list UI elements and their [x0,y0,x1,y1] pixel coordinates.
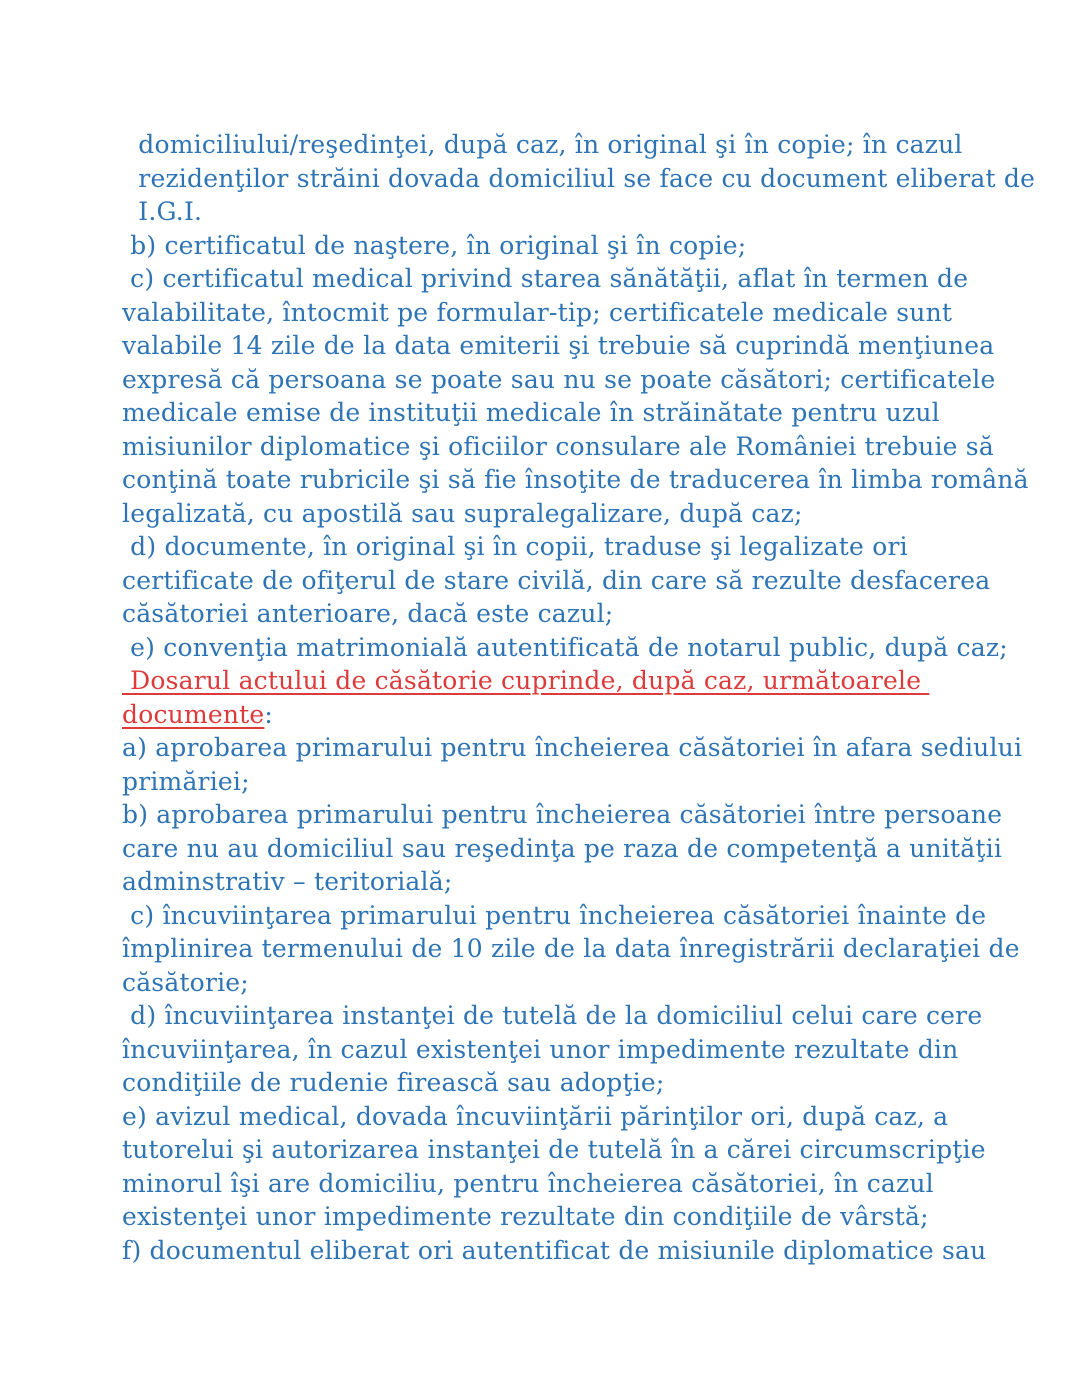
text-segment: adminstrativ – teritorială; [122,867,453,896]
text-line [122,698,1042,732]
heading-red-underlined: Dosarul actului de căsătorie cuprinde, după caz, următoarele [122,666,930,695]
text-line [122,195,1042,229]
text-line [122,463,1042,497]
text-segment: care nu au domiciliul sau reşedinţa pe raza de competenţă a unităţii [122,833,1003,863]
text-segment: e) convenţia matrimonială autentificată de notarul public, după caz; [122,632,1008,662]
text-segment: d) încuviinţarea instanţei de tutelă de la domiciliul celui care cere [122,1001,983,1030]
text-line [122,1133,1042,1167]
text-line [122,497,1042,531]
text-segment: legalizată, cu apostilă sau supralegalizare, după caz; [122,498,803,528]
text-segment: I.G.I. [122,197,203,226]
text-line [122,932,1042,966]
text-segment: f) documentul eliberat ori autentificat de misiunile diplomatice sau [122,1235,987,1265]
text-segment: medicale emise de instituţii medicale în străinătate pentru uzul [122,398,940,427]
document-text [122,128,1042,1267]
text-line [122,731,1042,765]
text-line [122,162,1042,196]
text-segment: b) certificatul de naştere, în original şi în copie; [122,230,747,260]
text-line [122,296,1042,330]
text-line [122,765,1042,799]
text-line [122,229,1042,263]
text-line [122,1200,1042,1234]
text-segment: condiţiile de rudenie firească sau adopţie; [122,1068,665,1097]
text-line [122,865,1042,899]
text-line [122,564,1042,598]
text-segment: împlinirea termenului de 10 zile de la data înregistrării declaraţiei de [122,934,1020,963]
text-segment: rezidenţilor străini dovada domiciliul se face cu document eliberat de [122,163,1036,193]
text-segment: misiunilor diplomatice şi oficiilor consulare ale României trebuie să [122,431,994,461]
text-segment: încuviinţarea, în cazul existenţei unor impedimente rezultate din [122,1034,959,1064]
text-segment: primăriei; [122,766,250,796]
text-segment: minorul îşi are domiciliu, pentru încheierea căsătoriei, în cazul [122,1168,934,1198]
text-segment: căsătoriei anterioare, dacă este cazul; [122,599,614,628]
text-segment: d) documente, în original şi în copii, traduse şi legalizate ori [122,532,908,561]
text-line [122,597,1042,631]
text-segment: certificate de ofiţerul de stare civilă, din care să rezulte desfacerea [122,565,991,595]
text-line [122,899,1042,933]
text-line [122,631,1042,665]
text-line [122,396,1042,430]
text-segment: valabile 14 zile de la data emiterii şi trebuie să cuprindă menţiunea [122,331,995,360]
text-segment: valabilitate, întocmit pe formular-tip; certificatele medicale sunt [122,297,953,327]
text-line [122,966,1042,1000]
text-line [122,1100,1042,1134]
text-line [122,329,1042,363]
text-line [122,999,1042,1033]
text-segment: b) aprobarea primarului pentru încheierea căsătoriei între persoane [122,800,1003,829]
text-line [122,1167,1042,1201]
text-line [122,530,1042,564]
text-line [122,798,1042,832]
text-line [122,430,1042,464]
text-segment: : [264,699,274,729]
text-line [122,1234,1042,1268]
heading-red-underlined: documente [122,699,265,729]
text-line [122,1066,1042,1100]
text-segment: tutorelui şi autorizarea instanţei de tutelă în a cărei circumscripţie [122,1135,986,1164]
text-segment: domiciliului/reşedinţei, după caz, în original şi în copie; în cazul [122,130,963,159]
text-line [122,262,1042,296]
text-line [122,128,1042,162]
text-segment: conţină toate rubricile şi să fie însoţite de traducerea în limba română [122,465,1029,494]
text-segment: existenţei unor impedimente rezultate din condiţiile de vârstă; [122,1202,929,1231]
text-line [122,664,1042,698]
text-segment: e) avizul medical, dovada încuviinţării părinţilor ori, după caz, a [122,1101,949,1131]
text-segment: c) încuviinţarea primarului pentru încheierea căsătoriei înainte de [122,900,987,930]
text-segment: căsătorie; [122,967,249,997]
text-segment: expresă că persoana se poate sau nu se poate căsători; certificatele [122,364,996,394]
text-segment: a) aprobarea primarului pentru încheierea căsătoriei în afara sediului [122,733,1023,762]
text-segment: c) certificatul medical privind starea sănătăţii, aflat în termen de [122,264,969,293]
text-line [122,363,1042,397]
text-line [122,832,1042,866]
text-line [122,1033,1042,1067]
